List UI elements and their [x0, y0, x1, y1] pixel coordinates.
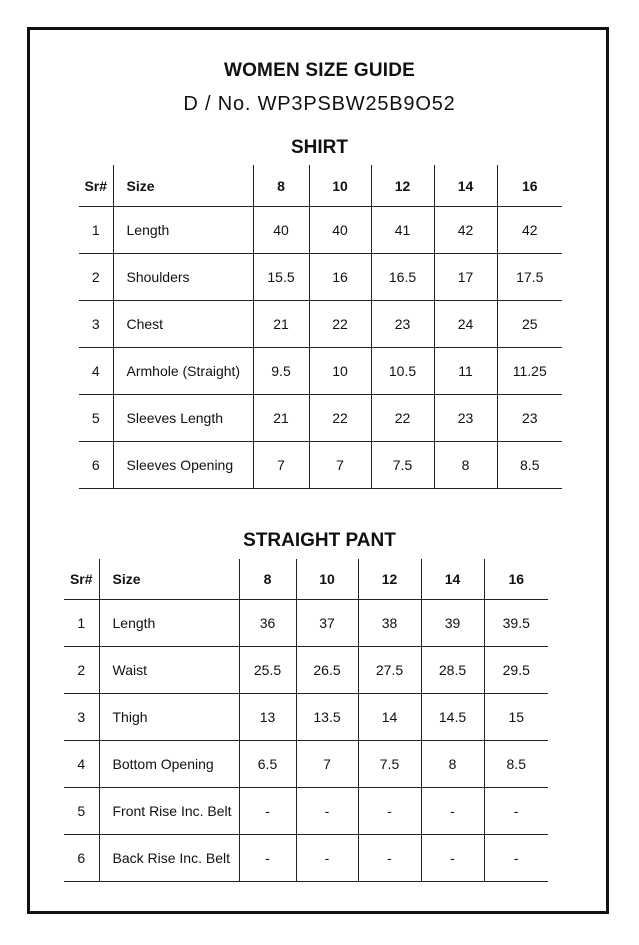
- table-cell: 23: [371, 301, 434, 348]
- table-cell: 40: [253, 207, 309, 254]
- table-cell: 6: [79, 442, 113, 489]
- table-cell: -: [296, 788, 358, 835]
- table-cell: 42: [434, 207, 497, 254]
- table-header-row: [64, 559, 548, 600]
- table-row: [79, 301, 562, 348]
- table-cell: 23: [434, 395, 497, 442]
- table-cell: -: [358, 788, 421, 835]
- table-cell: Armhole (Straight): [113, 348, 253, 395]
- table-cell: 7.5: [358, 741, 421, 788]
- header-size-14: 14: [434, 165, 497, 207]
- header-size-14: 14: [421, 559, 484, 600]
- table-cell: 6: [64, 835, 99, 882]
- table-cell: 15: [484, 694, 548, 741]
- header-size: Size: [99, 559, 239, 600]
- table-cell: Back Rise Inc. Belt: [99, 835, 239, 882]
- table-cell: Waist: [99, 647, 239, 694]
- table-cell: 25.5: [239, 647, 296, 694]
- table-row: [64, 694, 548, 741]
- header-size-12: 12: [371, 165, 434, 207]
- table-cell: 21: [253, 301, 309, 348]
- table-cell: 10.5: [371, 348, 434, 395]
- table-row: [79, 348, 562, 395]
- table-cell: 25: [497, 301, 562, 348]
- table-cell: 7.5: [371, 442, 434, 489]
- table-header-row: [79, 165, 562, 207]
- header-sr: Sr#: [69, 571, 93, 587]
- table-cell: 11: [434, 348, 497, 395]
- table-cell: 15.5: [253, 254, 309, 301]
- table-cell: 38: [358, 600, 421, 647]
- table-row: [79, 254, 562, 301]
- table-row: [64, 741, 548, 788]
- header-size: Size: [113, 165, 253, 207]
- table-cell: Length: [99, 600, 239, 647]
- table-cell: Sleeves Opening: [113, 442, 253, 489]
- table-cell: -: [239, 788, 296, 835]
- table-cell: 4: [79, 348, 113, 395]
- table-cell: -: [239, 835, 296, 882]
- table-cell: 8.5: [497, 442, 562, 489]
- table-row: [64, 647, 548, 694]
- table-cell: -: [421, 788, 484, 835]
- table-cell: 23: [497, 395, 562, 442]
- table-cell: 37: [296, 600, 358, 647]
- table-cell: 14.5: [421, 694, 484, 741]
- table-cell: 24: [434, 301, 497, 348]
- table-cell: Sleeves Length: [113, 395, 253, 442]
- table-cell: 7: [253, 442, 309, 489]
- table-cell: 10: [309, 348, 371, 395]
- table-cell: 4: [64, 741, 99, 788]
- table-row: [79, 442, 562, 489]
- header-sr: Sr#: [84, 177, 108, 194]
- table-cell: 36: [239, 600, 296, 647]
- header-size-10: 10: [309, 165, 371, 207]
- shirt-size-table: [79, 165, 562, 489]
- table-cell: 1: [79, 207, 113, 254]
- table-cell: -: [358, 835, 421, 882]
- table-cell: 1: [64, 600, 99, 647]
- table-cell: 7: [296, 741, 358, 788]
- table-cell: Thigh: [99, 694, 239, 741]
- table-cell: Shoulders: [113, 254, 253, 301]
- table-cell: Bottom Opening: [99, 741, 239, 788]
- table-cell: 2: [64, 647, 99, 694]
- header-size-8: 8: [253, 165, 309, 207]
- table-cell: 5: [64, 788, 99, 835]
- table-row: [64, 600, 548, 647]
- table-cell: -: [421, 835, 484, 882]
- table-cell: 40: [309, 207, 371, 254]
- table-cell: 16.5: [371, 254, 434, 301]
- table-cell: 39: [421, 600, 484, 647]
- header-size-8: 8: [239, 559, 296, 600]
- table-cell: 28.5: [421, 647, 484, 694]
- table-cell: 42: [497, 207, 562, 254]
- header-size-16: 16: [484, 559, 548, 600]
- table-cell: 5: [79, 395, 113, 442]
- table-cell: 13: [239, 694, 296, 741]
- header-size-16: 16: [497, 165, 562, 207]
- table-cell: Front Rise Inc. Belt: [99, 788, 239, 835]
- header-size-10: 10: [296, 559, 358, 600]
- table-cell: 14: [358, 694, 421, 741]
- table-cell: -: [484, 788, 548, 835]
- table-cell: 11.25: [497, 348, 562, 395]
- table-cell: 26.5: [296, 647, 358, 694]
- table-row: [79, 395, 562, 442]
- shirt-section-title: SHIRT: [291, 137, 348, 158]
- table-cell: 16: [309, 254, 371, 301]
- table-row: [64, 835, 548, 882]
- table-cell: 2: [79, 254, 113, 301]
- table-cell: 29.5: [484, 647, 548, 694]
- table-cell: 3: [79, 301, 113, 348]
- table-cell: 27.5: [358, 647, 421, 694]
- table-cell: 3: [64, 694, 99, 741]
- table-cell: 8: [421, 741, 484, 788]
- table-cell: 13.5: [296, 694, 358, 741]
- table-cell: 6.5: [239, 741, 296, 788]
- table-row: [64, 788, 548, 835]
- table-cell: 22: [309, 301, 371, 348]
- table-cell: 22: [309, 395, 371, 442]
- table-cell: Chest: [113, 301, 253, 348]
- table-cell: 41: [371, 207, 434, 254]
- table-cell: 8: [434, 442, 497, 489]
- table-cell: 17.5: [497, 254, 562, 301]
- table-cell: -: [484, 835, 548, 882]
- table-cell: 17: [434, 254, 497, 301]
- header-size-12: 12: [358, 559, 421, 600]
- design-number: D / No. WP3PSBW25B9O52: [183, 93, 456, 115]
- pant-size-table: [64, 559, 548, 882]
- table-cell: 9.5: [253, 348, 309, 395]
- table-cell: -: [296, 835, 358, 882]
- table-row: [79, 207, 562, 254]
- table-cell: 22: [371, 395, 434, 442]
- pant-section-title: STRAIGHT PANT: [243, 530, 396, 551]
- page-title: WOMEN SIZE GUIDE: [223, 60, 416, 81]
- table-cell: 7: [309, 442, 371, 489]
- table-cell: Length: [113, 207, 253, 254]
- table-cell: 39.5: [484, 600, 548, 647]
- table-cell: 8.5: [484, 741, 548, 788]
- table-cell: 21: [253, 395, 309, 442]
